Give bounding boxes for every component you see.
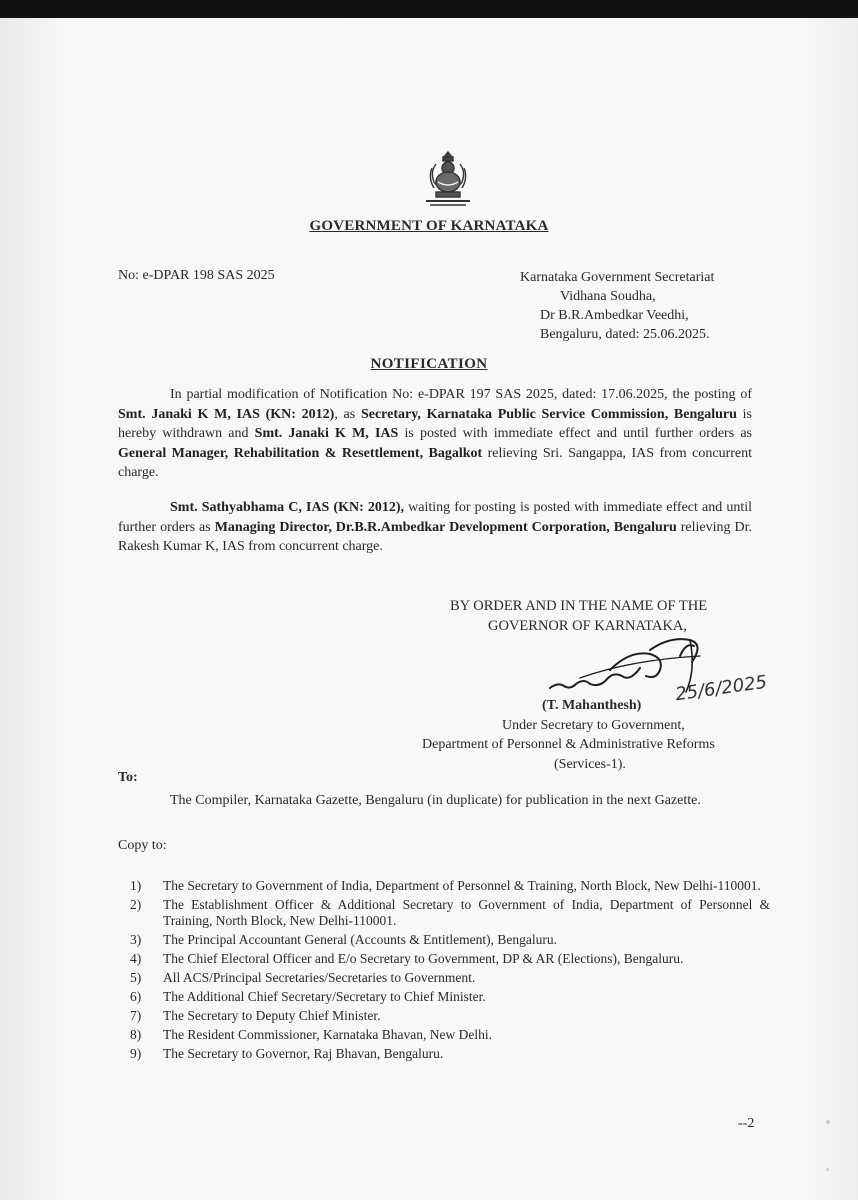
list-item-number: 4) xyxy=(130,951,142,966)
list-item xyxy=(130,1046,770,1062)
list-item-text: The Secretary to Government of India, Department of Personnel & Training, North Block, New Delhi-110001. xyxy=(163,878,761,893)
scan-speck xyxy=(826,1168,829,1171)
notification-paragraph-2 xyxy=(118,498,752,557)
notification-title: NOTIFICATION xyxy=(370,356,488,372)
government-title: GOVERNMENT OF KARNATAKA xyxy=(309,218,549,234)
address-line: Bengaluru, dated: 25.06.2025. xyxy=(540,327,710,342)
page-continuation-marker: --2 xyxy=(738,1116,755,1131)
list-item-number: 1) xyxy=(130,878,142,893)
list-item-number: 2) xyxy=(130,897,142,912)
bold-segment: Smt. Sathyabhama C, IAS (KN: 2012), xyxy=(170,500,405,515)
text-segment: , as xyxy=(334,406,361,422)
list-item-number: 8) xyxy=(130,1027,142,1042)
office-address xyxy=(520,268,714,344)
by-order-line-2: GOVERNOR OF KARNATAKA, xyxy=(488,618,688,634)
signatory-department: Department of Personnel & Administrative Reforms xyxy=(422,737,715,752)
address-line: Dr B.R.Ambedkar Veedhi, xyxy=(540,308,689,323)
to-recipient xyxy=(118,791,752,811)
copy-to-list xyxy=(130,878,770,1065)
list-item-text: The Principal Accountant General (Accounts & Entitlement), Bengaluru. xyxy=(163,932,558,947)
list-item-text: All ACS/Principal Secretaries/Secretaries to Government. xyxy=(163,970,476,985)
document-page xyxy=(0,18,858,1200)
list-item-number: 3) xyxy=(130,932,142,947)
list-item-text: The Chief Electoral Officer and E/o Secretary to Government, DP & AR (Elections), Bengaluru. xyxy=(163,951,684,966)
text-segment: is posted with immediate effect and until further orders as xyxy=(398,426,752,441)
text-segment: relieving Dr. Rakesh Kumar K, IAS from concurrent charge. xyxy=(118,519,752,554)
list-item xyxy=(130,951,770,967)
list-item-number: 6) xyxy=(130,989,142,1004)
text-segment: waiting for posting is posted with immediate effect and until further orders as xyxy=(118,500,752,535)
list-item xyxy=(130,970,770,986)
list-item-text: The Secretary to Deputy Chief Minister. xyxy=(163,1008,381,1023)
list-item-number: 5) xyxy=(130,970,142,985)
signatory-block xyxy=(422,696,715,774)
list-item xyxy=(130,989,770,1005)
bold-segment: Managing Director, Dr.B.R.Ambedkar Development Corporation, Bengaluru xyxy=(214,519,677,535)
list-item-text: The Establishment Officer & Additional Secretary to Government of India, Department of Personnel & Training, North Block, New Delhi-110001. xyxy=(163,897,770,928)
signatory-name: (T. Mahanthesh) xyxy=(542,698,642,713)
list-item xyxy=(130,897,770,929)
list-item-number: 7) xyxy=(130,1008,142,1023)
to-label: To: xyxy=(118,770,138,785)
signatory-section: (Services-1). xyxy=(554,756,626,772)
list-item xyxy=(130,1027,770,1043)
handwritten-date: 25/6/2025 xyxy=(673,671,769,706)
bold-segment: Secretary, Karnataka Public Service Commission, Bengaluru xyxy=(360,406,737,422)
by-order-line-1: BY ORDER AND IN THE NAME OF THE xyxy=(450,598,708,614)
copy-to-label: Copy to: xyxy=(118,838,167,853)
list-item-text: The Secretary to Governor, Raj Bhavan, Bengaluru. xyxy=(163,1046,444,1061)
list-item xyxy=(130,878,770,894)
list-item-text: The Resident Commissioner, Karnataka Bhavan, New Delhi. xyxy=(163,1027,493,1042)
karnataka-state-emblem-icon xyxy=(412,146,484,218)
text-segment: In partial modification of Notification No: e-DPAR 197 SAS 2025, dated: 17.06.2025, the posting of xyxy=(170,387,752,402)
scan-speck xyxy=(826,1120,830,1124)
bold-segment: Smt. Janaki K M, IAS (KN: 2012) xyxy=(118,406,335,422)
list-item-text: The Additional Chief Secretary/Secretary to Chief Minister. xyxy=(163,989,486,1004)
signatory-designation: Under Secretary to Government, xyxy=(502,717,685,733)
to-recipient-text: The Compiler, Karnataka Gazette, Bengaluru (in duplicate) for publication in the next Gazette. xyxy=(170,793,701,808)
list-item-number: 9) xyxy=(130,1046,142,1061)
top-black-bar xyxy=(0,0,858,18)
reference-number: No: e-DPAR 198 SAS 2025 xyxy=(118,268,275,283)
bold-segment: Smt. Janaki K M, IAS xyxy=(254,426,399,441)
address-line: Vidhana Soudha, xyxy=(560,289,656,304)
list-item xyxy=(130,932,770,948)
bold-segment: General Manager, Rehabilitation & Resettlement, Bagalkot xyxy=(118,445,483,461)
address-line: Karnataka Government Secretariat xyxy=(520,270,715,285)
notification-paragraph-1 xyxy=(118,385,752,483)
list-item xyxy=(130,1008,770,1024)
text-segment: relieving Sri. Sangappa, IAS from concurrent charge. xyxy=(118,445,752,480)
text-segment: is hereby withdrawn and xyxy=(118,406,752,441)
